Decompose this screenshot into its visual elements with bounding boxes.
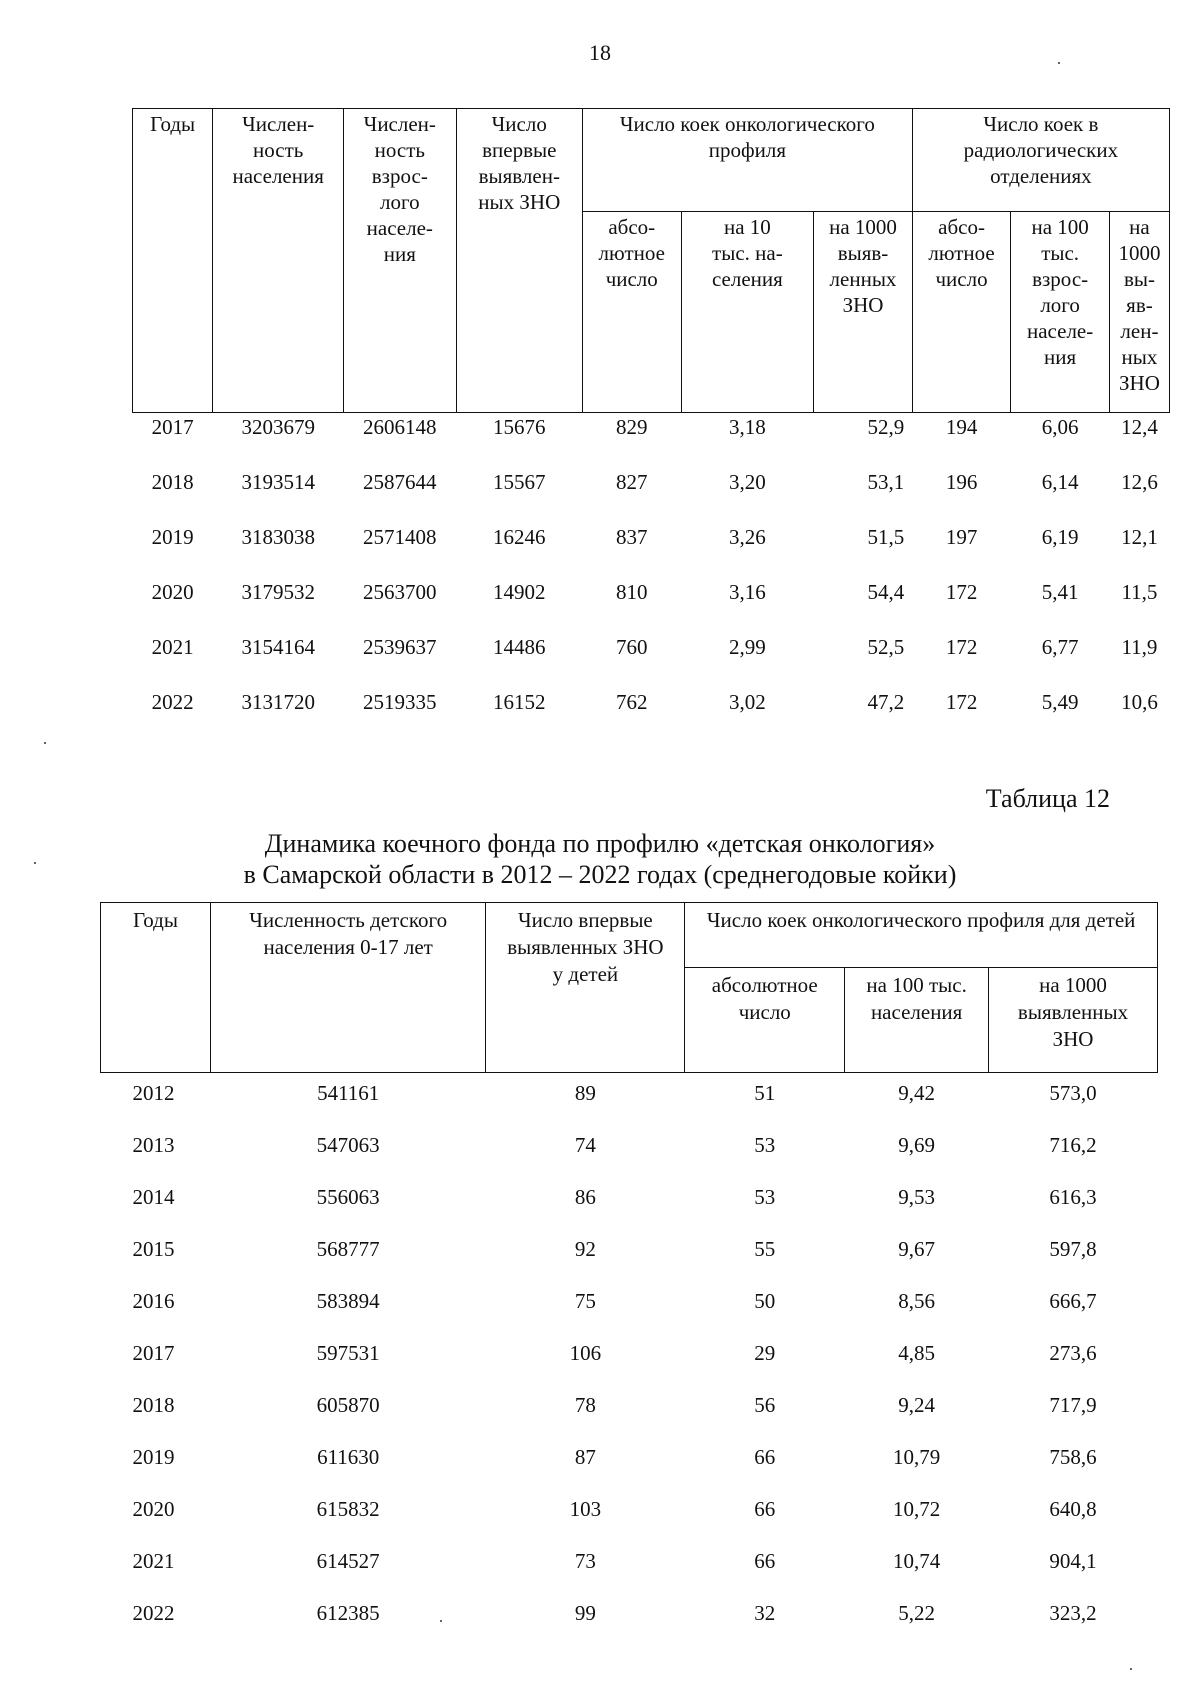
cell-onco-abs: 762	[616, 690, 648, 714]
table-row	[101, 1125, 1158, 1177]
cell-per100k: 4,85	[898, 1341, 936, 1365]
cell-onco-per1000: 52,5	[867, 635, 905, 659]
cell-onco-abs: 829	[616, 415, 648, 439]
cell-abs: 32	[754, 1601, 776, 1625]
table-title-line1: Динамика коечного фонда по профилю «детская онкология»	[264, 829, 936, 858]
header-per100k: на 100 тыс. населения	[845, 968, 989, 1073]
table-row	[101, 1333, 1158, 1385]
table-beds-oncology-radiology	[132, 108, 1170, 743]
cell-onco-per10k: 3,20	[729, 470, 766, 494]
cell-child-population: 614527	[316, 1549, 380, 1573]
cell-new-zno: 16246	[493, 525, 546, 549]
table-children-oncology-beds	[100, 902, 1158, 1645]
cell-new-zno: 106	[569, 1341, 602, 1365]
cell-radio-per1000: 10,6	[1121, 690, 1158, 714]
header-new-zno-children: Число впервые выявленных ЗНО у детей	[486, 903, 685, 1073]
cell-radio-per1000: 12,6	[1121, 470, 1158, 494]
cell-year: 2022	[132, 1601, 175, 1625]
cell-child-population: 556063	[316, 1185, 380, 1209]
header-abs: абсолютное число	[685, 968, 845, 1073]
cell-per100k: 10,79	[893, 1445, 941, 1469]
table-row	[133, 688, 1170, 743]
cell-per1000: 717,9	[1049, 1393, 1097, 1417]
table-title	[0, 828, 1200, 890]
cell-radio-per1000: 12,4	[1121, 415, 1158, 439]
cell-per1000: 666,7	[1049, 1289, 1097, 1313]
header-onco-beds: Число коек онкологического профиля	[582, 109, 912, 212]
cell-new-zno: 87	[574, 1445, 596, 1469]
cell-radio-per100k: 6,19	[1041, 525, 1079, 549]
cell-abs: 56	[754, 1393, 776, 1417]
cell-onco-per1000: 47,2	[867, 690, 905, 714]
page-number: 18	[589, 40, 611, 65]
cell-new-zno: 16152	[493, 690, 546, 714]
cell-year: 2014	[132, 1185, 175, 1209]
cell-new-zno: 74	[574, 1133, 596, 1157]
cell-radio-per100k: 6,77	[1041, 635, 1079, 659]
cell-child-population: 611630	[317, 1445, 380, 1469]
cell-abs: 66	[754, 1497, 776, 1521]
cell-onco-per10k: 3,02	[729, 690, 766, 714]
cell-abs: 51	[754, 1081, 776, 1105]
cell-adult-population: 2519335	[363, 690, 437, 714]
header-radio-beds: Число коек в радиологических отделениях	[912, 109, 1169, 212]
scan-speck	[34, 862, 36, 864]
cell-per1000: 640,8	[1049, 1497, 1097, 1521]
cell-radio-abs: 172	[945, 580, 978, 604]
cell-per1000: 616,3	[1049, 1185, 1097, 1209]
cell-abs: 66	[754, 1445, 776, 1469]
header-years: Годы	[133, 109, 213, 413]
cell-year: 2016	[132, 1289, 175, 1313]
cell-per1000: 758,6	[1049, 1445, 1097, 1469]
cell-population: 3183038	[241, 525, 315, 549]
cell-adult-population: 2571408	[363, 525, 437, 549]
scan-speck	[440, 1620, 442, 1622]
header-beds-group: Число коек онкологического профиля для детей	[685, 903, 1158, 968]
cell-adult-population: 2563700	[363, 580, 437, 604]
header-radio-per100k: на 100 тыс. взрос-лого населе-ния	[1011, 212, 1110, 413]
cell-per1000: 573,0	[1049, 1081, 1097, 1105]
header-child-population: Численность детского населения 0-17 лет	[210, 903, 486, 1073]
cell-abs: 29	[754, 1341, 776, 1365]
table-row	[133, 468, 1170, 523]
table-label: Таблица 12	[985, 784, 1110, 813]
table-row	[133, 523, 1170, 578]
cell-per1000: 273,6	[1049, 1341, 1097, 1365]
table-row	[133, 413, 1170, 469]
cell-new-zno: 15567	[493, 470, 546, 494]
table-row	[101, 1073, 1158, 1126]
cell-onco-per10k: 2,99	[729, 635, 766, 659]
cell-per1000: 904,1	[1049, 1549, 1097, 1573]
cell-new-zno: 78	[574, 1393, 596, 1417]
cell-population: 3179532	[241, 580, 315, 604]
header-radio-abs: абсо-лютное число	[912, 212, 1011, 413]
cell-per100k: 9,24	[898, 1393, 936, 1417]
cell-year: 2019	[151, 525, 194, 549]
cell-population: 3154164	[241, 635, 315, 659]
scan-speck	[1130, 1668, 1132, 1670]
cell-new-zno: 89	[574, 1081, 596, 1105]
cell-child-population: 615832	[316, 1497, 380, 1521]
cell-adult-population: 2606148	[363, 415, 437, 439]
cell-adult-population: 2539637	[363, 635, 437, 659]
cell-new-zno: 92	[574, 1237, 596, 1261]
cell-radio-per100k: 5,41	[1041, 580, 1079, 604]
cell-year: 2012	[132, 1081, 175, 1105]
cell-radio-per1000: 12,1	[1121, 525, 1158, 549]
cell-onco-abs: 810	[616, 580, 648, 604]
cell-radio-per100k: 5,49	[1041, 690, 1079, 714]
cell-per100k: 9,69	[898, 1133, 936, 1157]
cell-abs: 50	[754, 1289, 776, 1313]
cell-per100k: 8,56	[898, 1289, 936, 1313]
cell-new-zno: 14486	[493, 635, 546, 659]
cell-abs: 53	[754, 1185, 776, 1209]
table-row	[101, 1437, 1158, 1489]
header-adult-population: Числен-ность взрос-лого населе-ния	[344, 109, 457, 413]
cell-per1000: 716,2	[1049, 1133, 1097, 1157]
cell-radio-per100k: 6,06	[1041, 415, 1079, 439]
cell-new-zno: 103	[569, 1497, 602, 1521]
header-onco-per10k: на 10 тыс. на-селения	[681, 212, 814, 413]
cell-year: 2021	[132, 1549, 175, 1573]
cell-year: 2018	[151, 470, 194, 494]
header-population: Числен-ность населения	[213, 109, 344, 413]
cell-radio-abs: 196	[945, 470, 978, 494]
cell-year: 2020	[132, 1497, 175, 1521]
cell-radio-abs: 194	[945, 415, 978, 439]
header-onco-abs: абсо-лютное число	[582, 212, 681, 413]
cell-child-population: 597531	[316, 1341, 380, 1365]
cell-abs: 66	[754, 1549, 776, 1573]
cell-per1000: 323,2	[1049, 1601, 1097, 1625]
cell-population: 3193514	[241, 470, 315, 494]
table-row	[133, 578, 1170, 633]
cell-child-population: 547063	[316, 1133, 380, 1157]
cell-new-zno: 75	[574, 1289, 596, 1313]
cell-per100k: 9,53	[898, 1185, 936, 1209]
table-title-line2: в Самарской области в 2012 – 2022 годах (среднегодовые койки)	[243, 860, 957, 889]
cell-per100k: 5,22	[898, 1601, 936, 1625]
cell-abs: 55	[754, 1237, 776, 1261]
cell-population: 3203679	[241, 415, 315, 439]
cell-radio-abs: 172	[945, 690, 978, 714]
cell-per100k: 9,42	[898, 1081, 936, 1105]
cell-onco-per1000: 54,4	[867, 580, 905, 604]
cell-child-population: 541161	[317, 1081, 380, 1105]
cell-onco-per10k: 3,18	[729, 415, 766, 439]
cell-onco-per1000: 53,1	[867, 470, 905, 494]
cell-per1000: 597,8	[1049, 1237, 1097, 1261]
cell-year: 2018	[132, 1393, 175, 1417]
cell-child-population: 583894	[316, 1289, 380, 1313]
cell-onco-per10k: 3,26	[729, 525, 766, 549]
header-new-zno: Число впервые выявлен-ных ЗНО	[456, 109, 582, 413]
cell-year: 2013	[132, 1133, 175, 1157]
cell-radio-per100k: 6,14	[1041, 470, 1079, 494]
table-row	[101, 1177, 1158, 1229]
cell-onco-per1000: 52,9	[867, 415, 905, 439]
header-radio-per1000: на 1000 вы-яв-лен-ных ЗНО	[1109, 212, 1169, 413]
cell-onco-abs: 760	[616, 635, 648, 659]
cell-year: 2015	[132, 1237, 175, 1261]
cell-child-population: 612385	[316, 1601, 380, 1625]
header-onco-per1000: на 1000 выяв-ленных ЗНО	[814, 212, 913, 413]
cell-radio-per1000: 11,5	[1121, 580, 1158, 604]
table-row	[101, 1593, 1158, 1645]
table-row	[133, 633, 1170, 688]
cell-new-zno: 73	[574, 1549, 596, 1573]
cell-onco-per1000: 51,5	[867, 525, 905, 549]
cell-year: 2017	[151, 415, 194, 439]
table-row	[101, 1229, 1158, 1281]
header-per1000: на 1000 выявленных ЗНО	[989, 968, 1158, 1073]
cell-year: 2017	[132, 1341, 175, 1365]
cell-adult-population: 2587644	[363, 470, 437, 494]
cell-new-zno: 14902	[493, 580, 546, 604]
cell-year: 2022	[151, 690, 194, 714]
cell-child-population: 605870	[316, 1393, 380, 1417]
cell-new-zno: 99	[574, 1601, 596, 1625]
cell-abs: 53	[754, 1133, 776, 1157]
cell-per100k: 10,74	[893, 1549, 941, 1573]
table-row	[101, 1281, 1158, 1333]
cell-new-zno: 86	[574, 1185, 596, 1209]
scan-speck	[1058, 62, 1060, 64]
scan-speck	[44, 742, 46, 744]
cell-year: 2021	[151, 635, 194, 659]
cell-radio-abs: 172	[945, 635, 978, 659]
cell-onco-abs: 827	[616, 470, 648, 494]
table-row	[101, 1541, 1158, 1593]
cell-per100k: 9,67	[898, 1237, 936, 1261]
cell-new-zno: 15676	[493, 415, 546, 439]
cell-population: 3131720	[241, 690, 315, 714]
cell-radio-abs: 197	[945, 525, 978, 549]
cell-radio-per1000: 11,9	[1121, 635, 1158, 659]
table-row	[101, 1489, 1158, 1541]
cell-per100k: 10,72	[893, 1497, 941, 1521]
cell-year: 2019	[132, 1445, 175, 1469]
cell-onco-per10k: 3,16	[729, 580, 766, 604]
table-row	[101, 1385, 1158, 1437]
cell-onco-abs: 837	[616, 525, 648, 549]
header-years: Годы	[101, 903, 211, 1073]
cell-year: 2020	[151, 580, 194, 604]
cell-child-population: 568777	[316, 1237, 380, 1261]
